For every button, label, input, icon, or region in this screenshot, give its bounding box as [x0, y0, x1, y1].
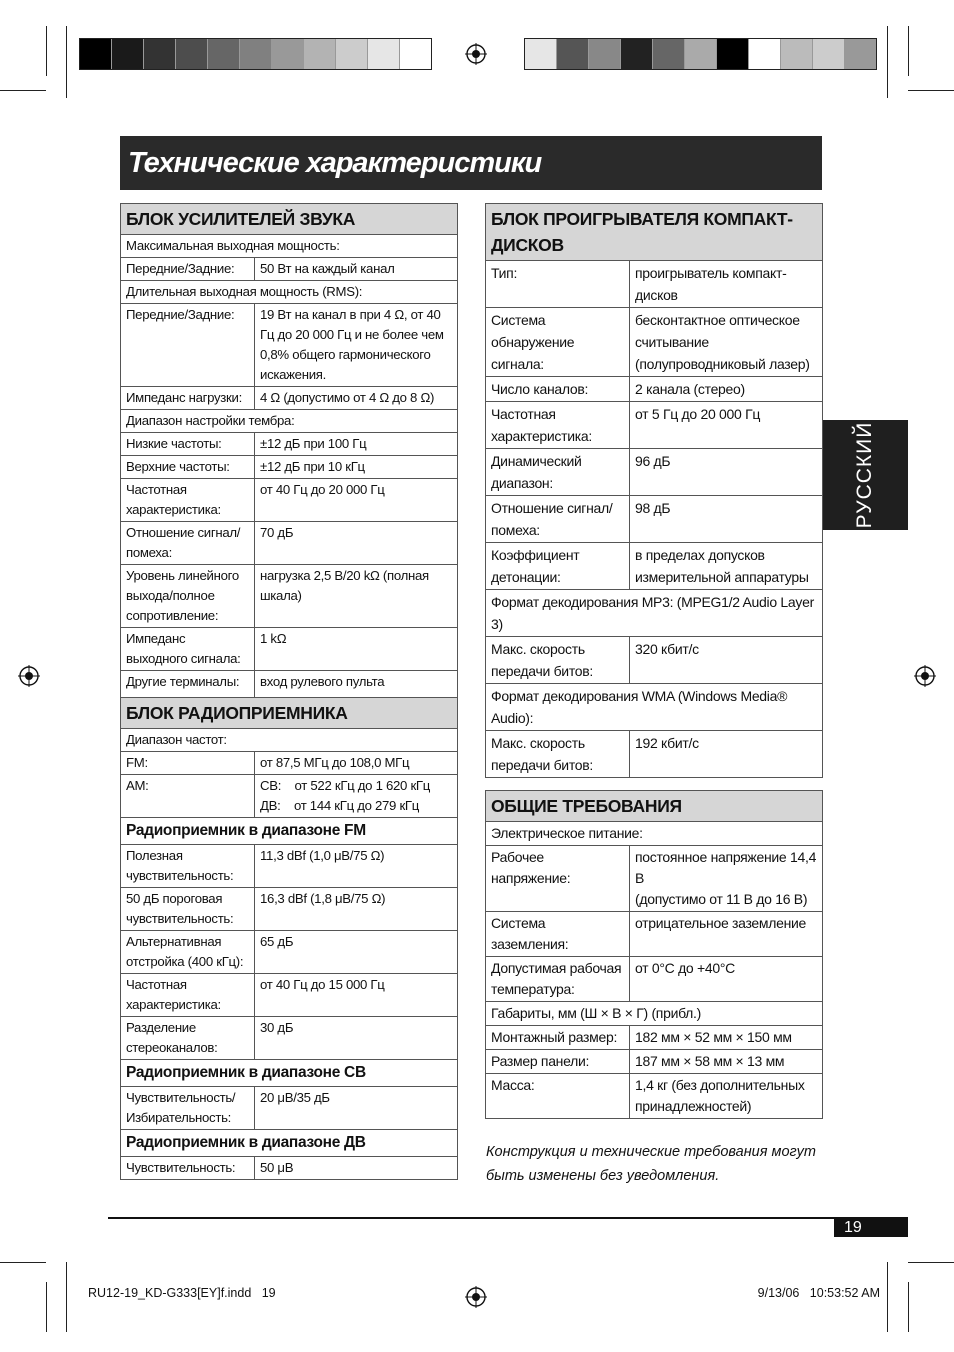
spec-value-line: ДВ: от 144 кГц до 279 кГц [260, 798, 420, 813]
crop-mark [908, 1282, 909, 1332]
spec-value: 4 Ω (допустимо от 4 Ω до 8 Ω) [255, 387, 458, 410]
spec-value: от 40 Гц до 20 000 Гц [255, 479, 458, 522]
spec-key: Тип: [486, 261, 630, 308]
spec-value: проигрыватель компакт-дисков [630, 261, 823, 308]
spec-key: Низкие частоты: [121, 433, 255, 456]
spec-key: Альтернативная отстройка (400 кГц): [121, 931, 255, 974]
page-number: 19 [834, 1218, 908, 1237]
title-bar [120, 136, 822, 190]
spec-key: Размер панели: [486, 1050, 630, 1074]
spec-value: отрицательное заземление [630, 912, 823, 957]
spec-value-line: постоянное напряжение 14,4 В [635, 849, 817, 886]
cd-player-spec-table [485, 203, 823, 778]
spec-key: Отношение сигнал/ помеха: [486, 496, 630, 543]
spec-key: Допустимая рабочая температура: [486, 957, 630, 1002]
spec-value: бесконтактное оптическое считывание (полупроводниковый лазер) [630, 308, 823, 377]
crop-mark [0, 90, 46, 91]
registration-mark-icon [465, 43, 487, 65]
spec-key: 50 дБ пороговая чувствительность: [121, 888, 255, 931]
subsection-heading: Радиоприемник в диапазоне СВ [121, 1060, 458, 1087]
spec-value: 192 кбит/с [630, 731, 823, 778]
section-heading: ОБЩИЕ ТРЕБОВАНИЯ [486, 791, 823, 822]
spec-key: Передние/Задние: [121, 304, 255, 387]
subsection-heading: Радиоприемник в диапазоне FM [121, 818, 458, 845]
spec-key: Коэффициент детонации: [486, 543, 630, 590]
amplifier-spec-table [120, 203, 458, 714]
registration-mark-icon [18, 665, 40, 687]
spec-value [255, 775, 458, 818]
spec-key: Импеданс выходного сигнала: [121, 628, 255, 671]
registration-mark-icon [914, 665, 936, 687]
note-line: Конструкция и технические требования могут [486, 1144, 816, 1160]
spec-value: 50 μВ [255, 1157, 458, 1180]
crop-mark [887, 26, 888, 98]
color-calibration-bar-right [524, 38, 877, 70]
spec-key: Частотная характеристика: [121, 974, 255, 1017]
radio-spec-table [120, 697, 458, 1180]
spec-value [630, 846, 823, 912]
spec-key: Макс. скорость передачи битов: [486, 637, 630, 684]
spec-key: AM: [121, 775, 255, 818]
spec-key: Частотная характеристика: [121, 479, 255, 522]
spec-group-label: Электрическое питание: [486, 822, 823, 846]
section-heading: БЛОК РАДИОПРИЕМНИКА [121, 698, 458, 729]
page-title: Технические характеристики [128, 147, 542, 179]
spec-group-label: Формат декодирования WMA (Windows Media® Audio): [486, 684, 823, 731]
spec-key: Верхние частоты: [121, 456, 255, 479]
spec-value: от 87,5 МГц до 108,0 МГц [255, 752, 458, 775]
spec-group-label: Длительная выходная мощность (RMS): [121, 281, 458, 304]
spec-value: 182 мм × 52 мм × 150 мм [630, 1026, 823, 1050]
spec-key: Передние/Задние: [121, 258, 255, 281]
spec-key: Динамический диапазон: [486, 449, 630, 496]
spec-value: от 5 Гц до 20 000 Гц [630, 402, 823, 449]
disclaimer-note [486, 1140, 822, 1188]
spec-key: Другие терминалы: [121, 671, 255, 714]
spec-value: от 40 Гц до 15 000 Гц [255, 974, 458, 1017]
spec-value: 19 Вт на канал в при 4 Ω, от 40 Гц до 20 000 Гц и не более чем 0,8% общего гармонического искажения. [255, 304, 458, 387]
spec-group-label: Диапазон настройки тембра: [121, 410, 458, 433]
registration-mark-icon [465, 1286, 487, 1308]
spec-value: 320 кбит/с [630, 637, 823, 684]
spec-value: 11,3 dBf (1,0 μВ/75 Ω) [255, 845, 458, 888]
note-line: быть изменены без уведомления. [486, 1168, 720, 1184]
crop-mark [908, 90, 954, 91]
crop-mark [908, 1262, 954, 1263]
spec-value: 16,3 dBf (1,8 μВ/75 Ω) [255, 888, 458, 931]
spec-key: Система заземления: [486, 912, 630, 957]
spec-value: 65 дБ [255, 931, 458, 974]
crop-mark [66, 1262, 67, 1332]
spec-value: 1,4 кг (без дополнительных принадлежностей) [630, 1074, 823, 1119]
spec-value: вход рулевого пульта [255, 671, 458, 714]
spec-value: 187 мм × 58 мм × 13 мм [630, 1050, 823, 1074]
spec-value: в пределах допусков измерительной аппаратуры [630, 543, 823, 590]
crop-mark [46, 1282, 47, 1332]
section-heading: БЛОК ПРОИГРЫВАТЕЛЯ КОМПАКТ-ДИСКОВ [486, 204, 823, 261]
spec-key: Разделение стереоканалов: [121, 1017, 255, 1060]
spec-value: 70 дБ [255, 522, 458, 565]
crop-mark [0, 1262, 46, 1263]
spec-group-label: Максимальная выходная мощность: [121, 235, 458, 258]
general-spec-table [485, 790, 823, 1119]
subsection-heading: Радиоприемник в диапазоне ДВ [121, 1130, 458, 1157]
color-calibration-bar-left [79, 38, 432, 70]
spec-value: 50 Вт на каждый канал [255, 258, 458, 281]
spec-key: Монтажный размер: [486, 1026, 630, 1050]
slug-filename: RU12-19_KD-G333[EY]f.indd 19 [88, 1286, 276, 1300]
spec-value: ±12 дБ при 10 кГц [255, 456, 458, 479]
spec-key: Чувствительность/ Избирательность: [121, 1087, 255, 1130]
spec-value: 98 дБ [630, 496, 823, 543]
spec-key: Чувствительность: [121, 1157, 255, 1180]
section-heading: БЛОК УСИЛИТЕЛЕЙ ЗВУКА [121, 204, 458, 235]
spec-group-label: Диапазон частот: [121, 729, 458, 752]
spec-key: Уровень линейного выхода/полное сопротивление: [121, 565, 255, 628]
language-tab-label: РУССКИЙ [853, 421, 876, 529]
spec-key: Система обнаружение сигнала: [486, 308, 630, 377]
spec-key: Рабочее напряжение: [486, 846, 630, 912]
footer-rule [108, 1217, 908, 1219]
spec-group-label: Формат декодирования MP3: (MPEG1/2 Audio Layer 3) [486, 590, 823, 637]
spec-key: Число каналов: [486, 377, 630, 402]
spec-value: нагрузка 2,5 В/20 kΩ (полная шкала) [255, 565, 458, 628]
crop-mark [66, 26, 67, 98]
spec-value: 20 μВ/35 дБ [255, 1087, 458, 1130]
spec-key: Частотная характеристика: [486, 402, 630, 449]
spec-key: Полезная чувствительность: [121, 845, 255, 888]
spec-key: Отношение сигнал/ помеха: [121, 522, 255, 565]
spec-value-line: СВ: от 522 кГц до 1 620 кГц [260, 778, 431, 793]
spec-value: 1 kΩ [255, 628, 458, 671]
spec-group-label: Габариты, мм (Ш × В × Г) (прибл.) [486, 1002, 823, 1026]
spec-key: Импеданс нагрузки: [121, 387, 255, 410]
crop-mark [908, 26, 909, 76]
spec-value: 96 дБ [630, 449, 823, 496]
crop-mark [46, 26, 47, 76]
spec-key: FM: [121, 752, 255, 775]
slug-timestamp: 9/13/06 10:53:52 AM [757, 1286, 880, 1300]
crop-mark [887, 1262, 888, 1332]
spec-value: ±12 дБ при 100 Гц [255, 433, 458, 456]
spec-key: Макс. скорость передачи битов: [486, 731, 630, 778]
spec-value: от 0°C до +40°C [630, 957, 823, 1002]
spec-key: Масса: [486, 1074, 630, 1119]
spec-value: 30 дБ [255, 1017, 458, 1060]
spec-value-line: (допустимо от 11 В до 16 В) [635, 891, 808, 907]
spec-value: 2 канала (стерео) [630, 377, 823, 402]
language-tab [822, 420, 908, 530]
